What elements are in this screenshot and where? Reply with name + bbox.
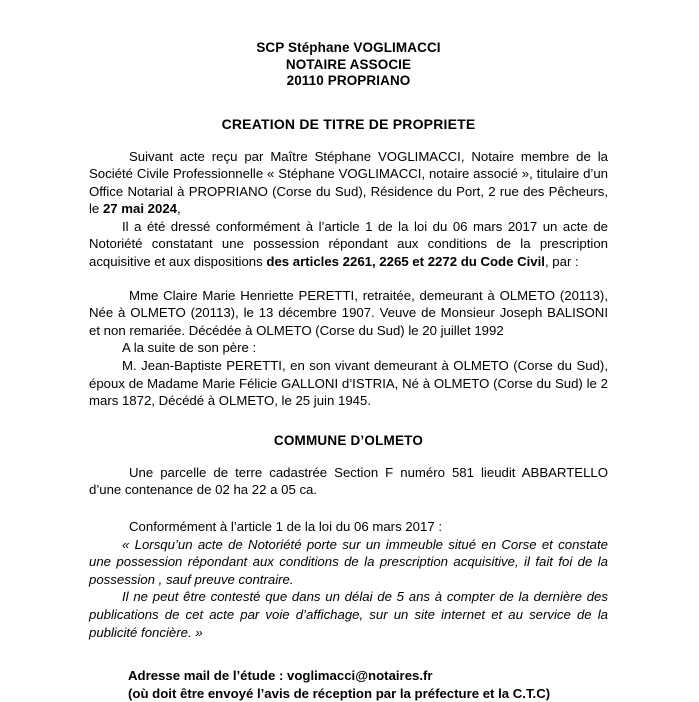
paragraph-person-2: M. Jean-Baptiste PERETTI, en son vivant demeurant à OLMETO (Corse du Sud), époux de Madame Marie Félicie GALLONI d’ISTRIA, Né à OLMETO (Corse du Sud) le 2 mars 1872, Décédé à OLMETO, le 25 juin 1945.: [89, 358, 608, 409]
letterhead-line-1: SCP Stéphane VOGLIMACCI: [256, 40, 441, 55]
footer-contact-block: [89, 667, 608, 702]
intro-text-part-2: ,: [177, 201, 181, 217]
paragraph-acte: [89, 218, 608, 271]
intro-text-part-1: Suivant acte reçu par Maître Stéphane VOGLIMACCI, Notaire membre de la Société Civile Professionnelle « Stéphane VOGLIMACCI, notaire associé », titulaire d’un Office Notarial à PROPRIANO (Corse du Sud), Résidence du Port, 2 rue des Pêcheurs, le: [89, 148, 608, 217]
paragraph-parcel: Une parcelle de terre cadastrée Section F numéro 581 lieudit ABBARTELLO d’une contenance de 02 ha 22 a 05 ca.: [89, 464, 608, 498]
paragraph-person-1: Mme Claire Marie Henriette PERETTI, retraitée, demeurant à OLMETO (20113), Née à OLMETO (20113), le 13 décembre 1907. Veuve de Monsieur Joseph BALISONI et non remariée. Décédée à OLMETO (Corse du Sud) le 20 juillet 1992: [89, 287, 608, 338]
section-heading-commune: COMMUNE D’OLMETO: [273, 432, 424, 448]
letterhead-line-2: NOTAIRE ASSOCIE: [285, 56, 412, 72]
intro-date-bold: 27 mai 2024: [102, 201, 177, 217]
paragraph-quote-1: « Lorsqu’un acte de Notoriété porte sur un immeuble situé en Corse et constate une possession répondant aux conditions de la prescription acquisitive, il fait foi de la possession , sauf preuve contraire.: [89, 536, 608, 587]
footer-email-line: Adresse mail de l’étude : voglimacci@notaires.fr: [128, 668, 433, 684]
letterhead: [89, 40, 608, 90]
letterhead-line-3: 20110 PROPRIANO: [286, 73, 411, 88]
page-title: CREATION DE TITRE DE PROPRIETE: [221, 115, 476, 132]
acte-text-part-1: Il a été dressé conformément à l’article 1 de la loi du 06 mars 2017 un acte de Notoriété constatant une possession répondant aux conditions de la prescription acquisitive et aux dispositions: [89, 218, 608, 270]
paragraph-intro: [89, 148, 608, 218]
document-content: [89, 40, 608, 702]
acte-articles-bold: des articles 2261, 2265 et 2272 du Code Civil: [266, 254, 545, 270]
paragraph-quote-2: Il ne peut être contesté que dans un délai de 5 ans à compter de la dernière des publications de cet acte par voie d’affichage, sur un site internet et au service de la publicité foncière. »: [89, 589, 608, 640]
lineage-label: A la suite de son père :: [122, 340, 257, 356]
acte-text-part-2: , par :: [544, 254, 579, 270]
footer-note-line: (où doit être envoyé l’avis de réception par la préfecture et la C.T.C): [128, 685, 551, 701]
paragraph-law-reference: Conformément à l’article 1 de la loi du 06 mars 2017 :: [129, 519, 442, 534]
